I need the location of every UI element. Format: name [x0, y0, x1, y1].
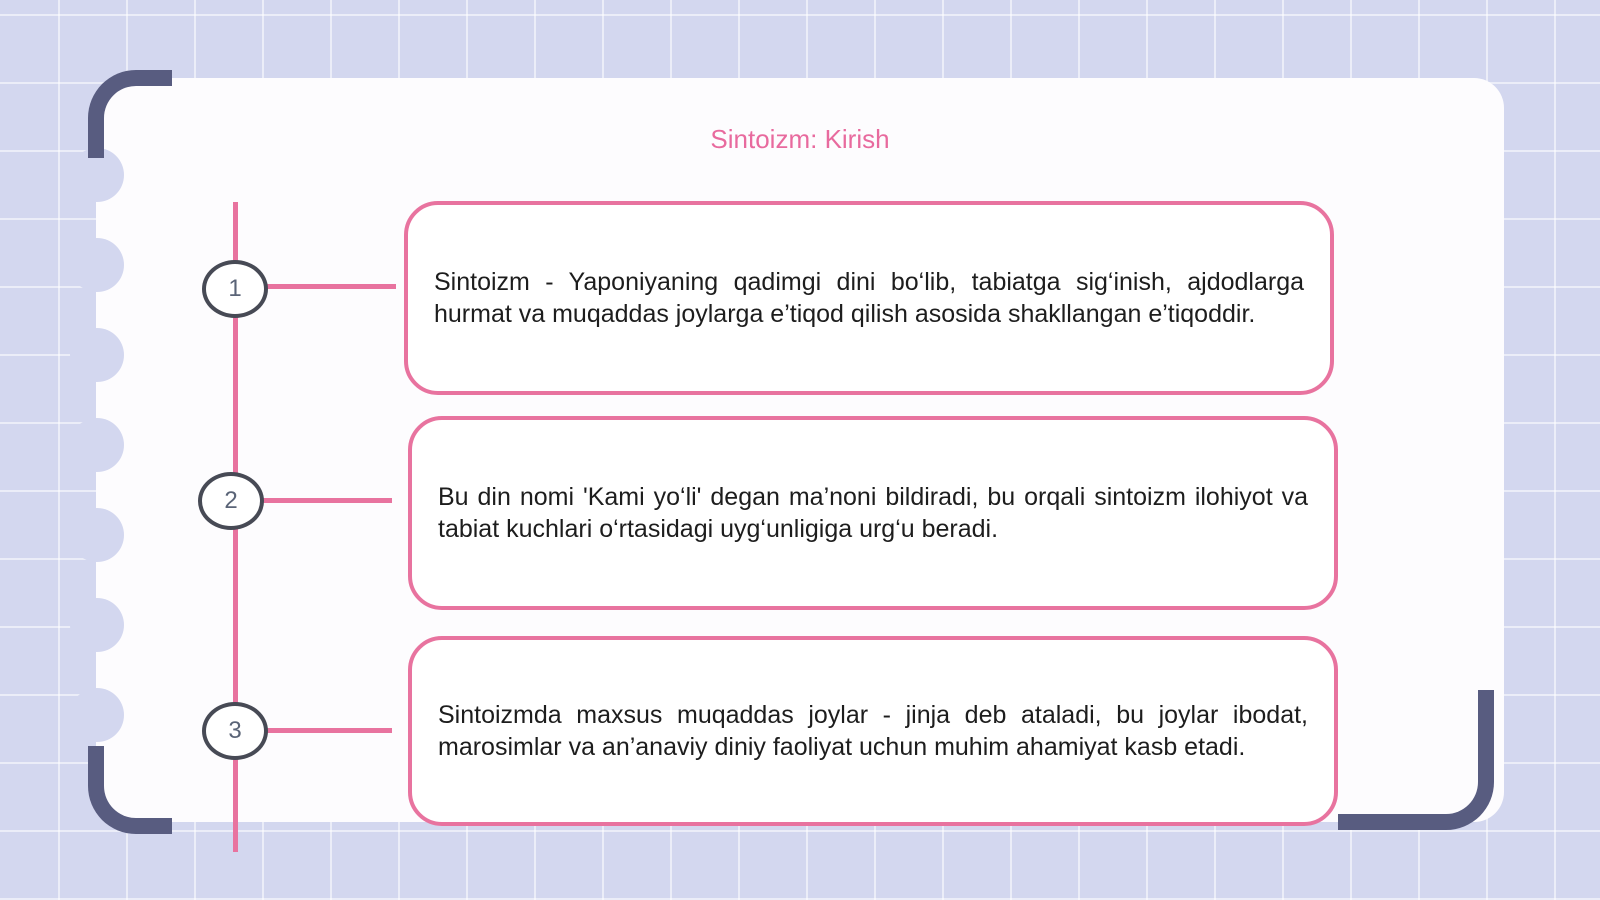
- step-number-2: 2: [198, 472, 264, 530]
- timeline-item-1: [404, 201, 1334, 395]
- timeline-item-3: [408, 636, 1338, 826]
- timeline-connector: [260, 498, 392, 503]
- timeline-connector: [264, 728, 392, 733]
- card-edge-notch: [70, 328, 124, 382]
- timeline-item-text: Bu din nomi 'Kami yo‘li' degan ma’noni bildiradi, bu orqali sintoizm ilohiyot va tabiat kuchlari o‘rtasidagi uyg‘unligiga urg‘u beradi.: [438, 483, 1308, 543]
- corner-bracket-bottom-left: [88, 746, 172, 834]
- slide-title: Sintoizm: Kirish: [710, 124, 890, 154]
- timeline-connector: [264, 284, 396, 289]
- timeline-item-text: Sintoizmda maxsus muqaddas joylar - jinja deb ataladi, bu joylar ibodat, marosimlar va an’anaviy diniy faoliyat uchun muhim ahamiyat kasb etadi.: [438, 701, 1308, 761]
- timeline-item-2: [408, 416, 1338, 610]
- card-edge-notch: [70, 598, 124, 652]
- card-edge-notch: [70, 688, 124, 742]
- card-edge-notch: [70, 418, 124, 472]
- corner-bracket-bottom-right: [1338, 690, 1494, 830]
- step-number-1: 1: [202, 260, 268, 318]
- timeline-item-text: Sintoizm - Yaponiyaning qadimgi dini bo‘lib, tabiatga sig‘inish, ajdodlarga hurmat va muqaddas joylarga e’tiqod qilish asosida shakllangan e’tiqoddir.: [434, 268, 1304, 328]
- card-edge-notch: [70, 508, 124, 562]
- card-edge-notch: [70, 238, 124, 292]
- step-number-3: 3: [202, 702, 268, 760]
